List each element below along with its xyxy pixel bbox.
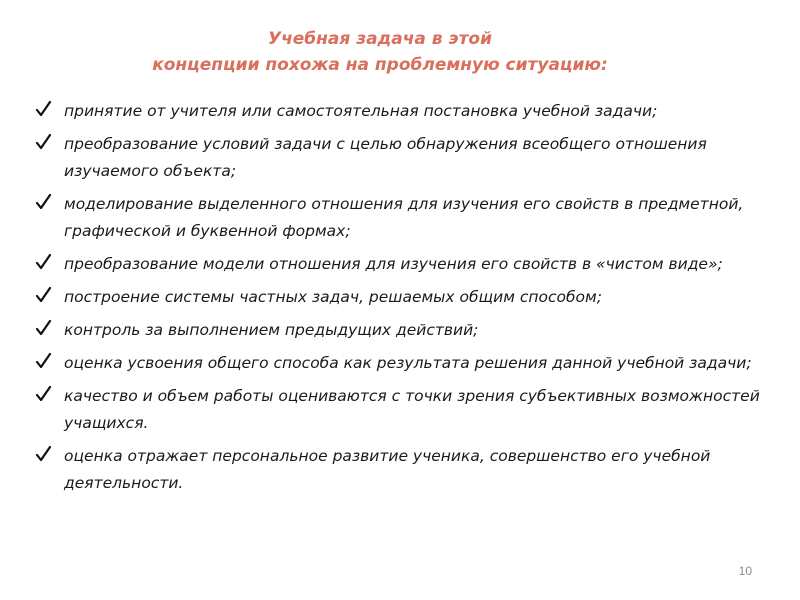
slide-title (120, 26, 640, 78)
bullet-text: построение системы частных задач, решаемых общим способом; (64, 288, 602, 306)
bullet-list (36, 98, 776, 503)
slide-title-line-2: концепции похожа на проблемную ситуацию: (152, 55, 608, 75)
bullet-item (36, 350, 776, 377)
bullet-item (36, 98, 776, 125)
checkmark-icon (36, 133, 52, 151)
checkmark-icon (36, 253, 52, 271)
bullet-text: преобразование условий задачи с целью обнаружения всеобщего отношения изучаемого объекта; (64, 135, 707, 180)
checkmark-icon (36, 193, 52, 211)
bullet-item (36, 443, 776, 497)
bullet-text: оценка отражает персональное развитие ученика, совершенство его учебной деятельности. (64, 447, 711, 492)
bullet-text: преобразование модели отношения для изучения его свойств в «чистом виде»; (64, 255, 723, 273)
checkmark-icon (36, 445, 52, 463)
bullet-item (36, 383, 776, 437)
page-number: 10 (738, 564, 752, 578)
checkmark-icon (36, 319, 52, 337)
bullet-item (36, 284, 776, 311)
bullet-item (36, 191, 776, 245)
bullet-text: контроль за выполнением предыдущих действий; (64, 321, 479, 339)
checkmark-icon (36, 286, 52, 304)
bullet-text: принятие от учителя или самостоятельная постановка учебной задачи; (64, 102, 658, 120)
bullet-item (36, 317, 776, 344)
bullet-item (36, 251, 776, 278)
slide-title-line-1: Учебная задача в этой (267, 29, 493, 49)
checkmark-icon (36, 385, 52, 403)
bullet-text: качество и объем работы оцениваются с точки зрения субъективных возможностей учащихся. (64, 387, 760, 432)
bullet-text: моделирование выделенного отношения для изучения его свойств в предметной, графической и буквенной формах; (64, 195, 744, 240)
checkmark-icon (36, 352, 52, 370)
bullet-text: оценка усвоения общего способа как результата решения данной учебной задачи; (64, 354, 752, 372)
checkmark-icon (36, 100, 52, 118)
bullet-item (36, 131, 776, 185)
